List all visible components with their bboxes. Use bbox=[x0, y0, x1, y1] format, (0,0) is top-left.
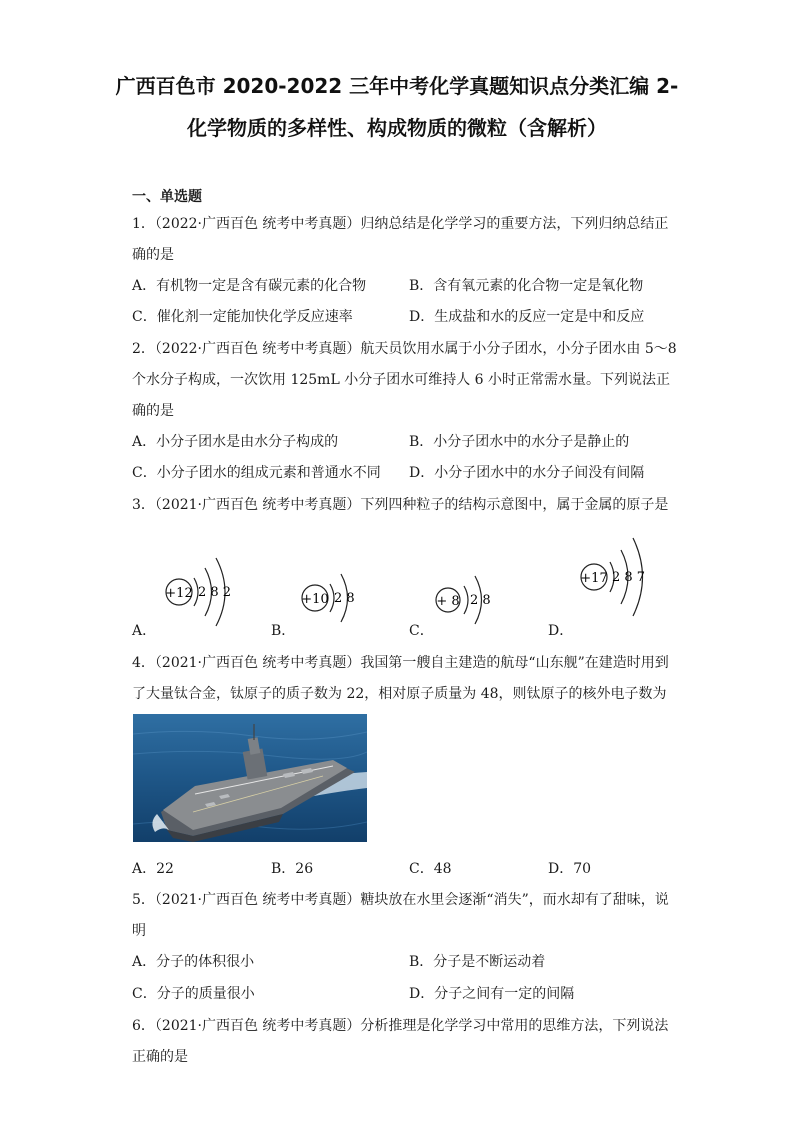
atom-a-electrons: 2 8 2 bbox=[198, 585, 232, 600]
atom-diagram-c-svg bbox=[434, 538, 554, 638]
atom-b-nucleus: +10 bbox=[301, 592, 329, 607]
q2-stem-line-3: 确的是 bbox=[132, 403, 174, 419]
q1-stem-line-1: 1．（2022·广西百色 统考中考真题）归纳总结是化学学习的重要方法，下列归纳总结正 bbox=[132, 216, 669, 232]
q6-stem-line-2: 正确的是 bbox=[132, 1049, 188, 1065]
atom-diagram-d-svg bbox=[578, 528, 698, 628]
atom-d-label: D． bbox=[548, 623, 574, 639]
q1-option-a: A．有机物一定是含有碳元素的化合物 bbox=[132, 278, 367, 294]
aircraft-carrier-illustration bbox=[133, 714, 367, 842]
atom-diagram-b bbox=[298, 538, 418, 638]
q5-option-c: C．分子的质量很小 bbox=[132, 986, 255, 1002]
atom-c-electrons: 2 8 bbox=[470, 593, 491, 608]
q5-option-a: A．分子的体积很小 bbox=[132, 954, 255, 970]
atom-d-nucleus: +17 bbox=[580, 571, 608, 586]
atom-diagram-a bbox=[160, 538, 280, 638]
q5-stem-line-2: 明 bbox=[132, 923, 146, 939]
atom-diagram-a-svg bbox=[160, 538, 280, 638]
atom-a-nucleus: +12 bbox=[165, 586, 193, 601]
atom-diagram-c bbox=[434, 538, 554, 638]
title-line-2: 化学物质的多样性、构成物质的微粒（含解析） bbox=[187, 116, 607, 140]
title-line-1: 广西百色市 2020-2022 三年中考化学真题知识点分类汇编 2- bbox=[115, 74, 679, 98]
q5-option-d: D．分子之间有一定的间隔 bbox=[409, 986, 575, 1002]
q2-stem-line-1: 2．（2022·广西百色 统考中考真题）航天员饮用水属于小分子团水，小分子团水由 5～8 bbox=[132, 341, 677, 357]
q3-stem-line-1: 3．（2021·广西百色 统考中考真题）下列四种粒子的结构示意图中，属于金属的原子是 bbox=[132, 497, 669, 513]
q4-option-d: D．70 bbox=[548, 861, 592, 877]
q1-option-b: B．含有氧元素的化合物一定是氧化物 bbox=[409, 278, 644, 294]
q4-option-a: A．22 bbox=[132, 861, 174, 877]
atom-c-nucleus: + 8 bbox=[436, 594, 460, 609]
atom-b-label: B． bbox=[271, 623, 296, 639]
q2-option-b: B．小分子团水中的水分子是静止的 bbox=[409, 434, 630, 450]
q1-stem-line-2: 确的是 bbox=[132, 247, 174, 263]
q4-stem-line-2: 了大量钛合金，钛原子的质子数为 22，相对原子质量为 48，则钛原子的核外电子数为 bbox=[132, 686, 667, 702]
atom-d-electrons: 2 8 7 bbox=[612, 570, 646, 585]
q2-stem-line-2: 个水分子构成，一次饮用 125mL 小分子团水可维持人 6 小时正常需水量。下列说法正 bbox=[132, 372, 670, 388]
q1-option-d: D．生成盐和水的反应一定是中和反应 bbox=[409, 309, 645, 325]
atom-diagram-b-svg bbox=[298, 538, 418, 638]
q6-stem-line-1: 6．（2021·广西百色 统考中考真题）分析推理是化学学习中常用的思维方法，下列说法 bbox=[132, 1018, 669, 1034]
q4-stem-line-1: 4．（2021·广西百色 统考中考真题）我国第一艘自主建造的航母“山东舰”在建造时用到 bbox=[132, 655, 669, 671]
q5-stem-line-1: 5．（2021·广西百色 统考中考真题）糖块放在水里会逐渐“消失”，而水却有了甜味，说 bbox=[132, 892, 669, 908]
q4-option-b: B．26 bbox=[271, 861, 314, 877]
atom-a-label: A． bbox=[132, 623, 157, 639]
atom-c-label: C． bbox=[409, 623, 434, 639]
q2-option-c: C．小分子团水的组成元素和普通水不同 bbox=[132, 465, 381, 481]
q4-option-c: C．48 bbox=[409, 861, 452, 877]
atom-diagram-d bbox=[578, 528, 698, 628]
section-heading: 一、单选题 bbox=[132, 189, 202, 205]
atom-b-electrons: 2 8 bbox=[334, 591, 355, 606]
q5-option-b: B．分子是不断运动着 bbox=[409, 954, 546, 970]
aircraft-carrier-photo bbox=[133, 714, 367, 842]
q2-option-a: A．小分子团水是由水分子构成的 bbox=[132, 434, 339, 450]
q1-option-c: C．催化剂一定能加快化学反应速率 bbox=[132, 309, 353, 325]
q2-option-d: D．小分子团水中的水分子间没有间隔 bbox=[409, 465, 645, 481]
